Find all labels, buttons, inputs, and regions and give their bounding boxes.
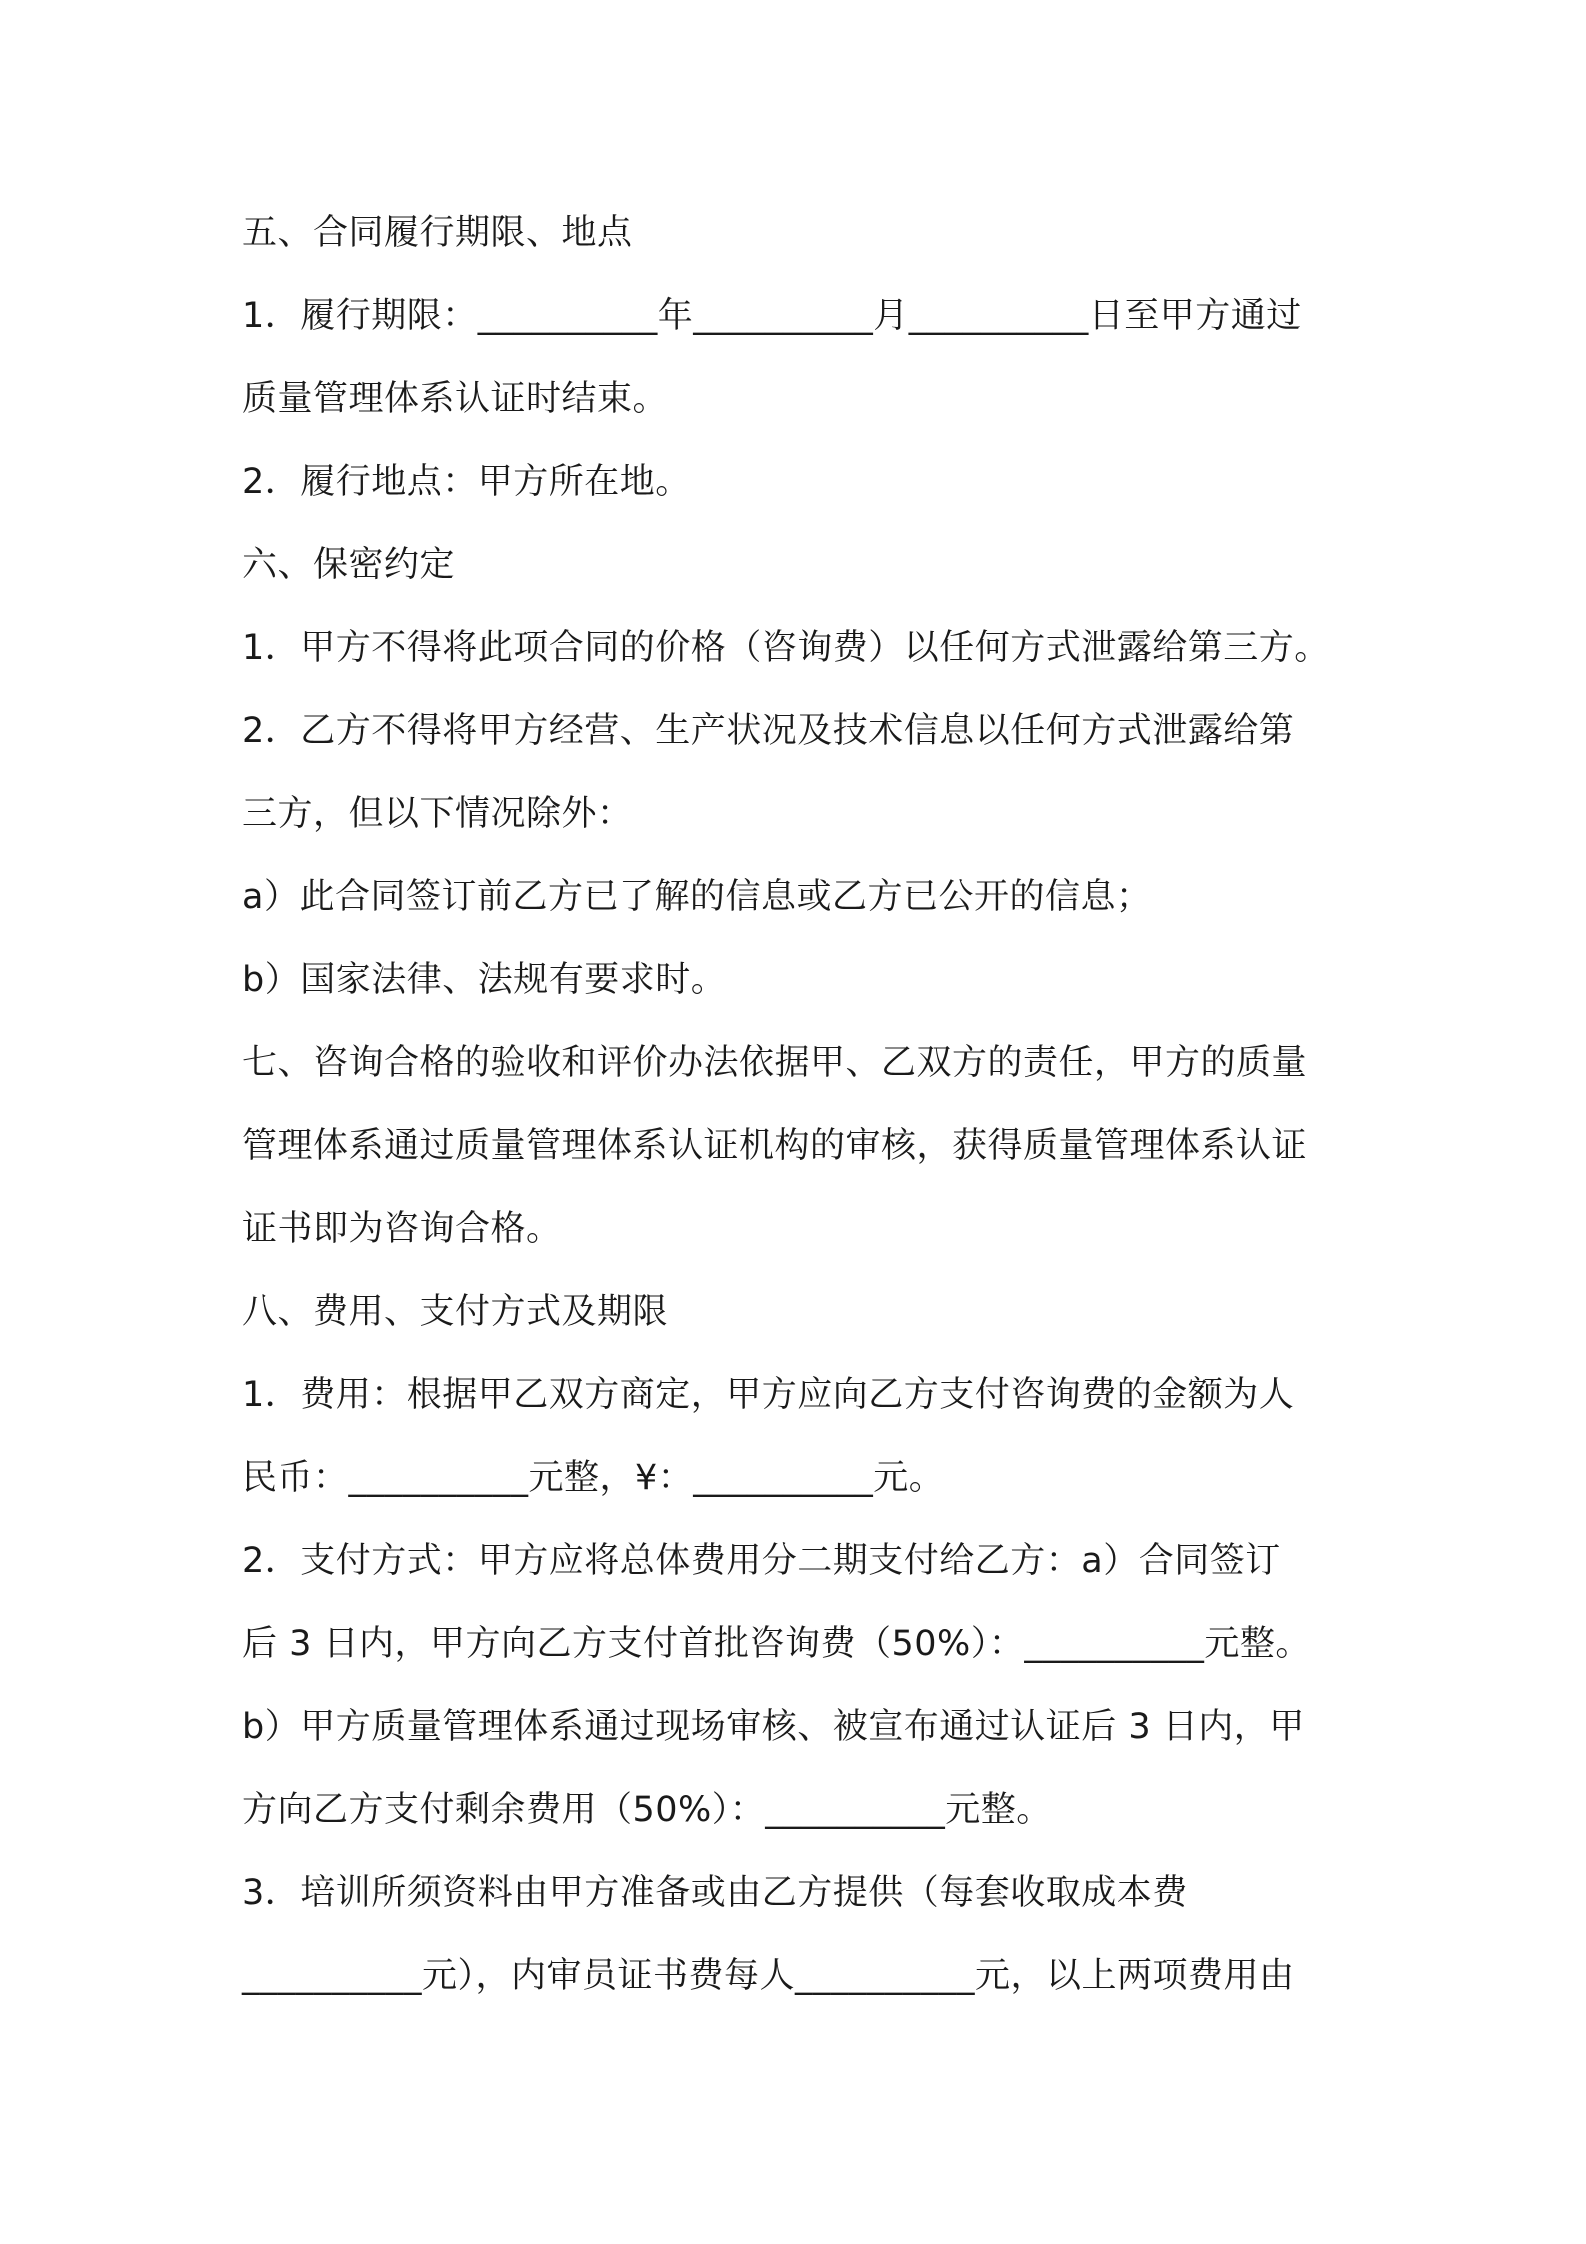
paragraph-line: 管理体系通过质量管理体系认证机构的审核，获得质量管理体系认证: [242, 1126, 1308, 1166]
paragraph-line: __________元），内审员证书费每人__________元，以上两项费用由: [242, 1956, 1295, 1996]
paragraph-line: 三方，但以下情况除外：: [242, 794, 633, 834]
paragraph-line: 1．履行期限：__________年__________月__________日至甲方通过: [242, 296, 1302, 336]
paragraph-line: 1．费用：根据甲乙双方商定，甲方应向乙方支付咨询费的金额为人: [242, 1375, 1295, 1415]
section-heading-8: 八、费用、支付方式及期限: [242, 1292, 669, 1332]
paragraph-line: 3．培训所须资料由甲方准备或由乙方提供（每套收取成本费: [242, 1873, 1188, 1913]
paragraph-line: 后 3 日内，甲方向乙方支付首批咨询费（50%）：__________元整。: [242, 1624, 1311, 1664]
paragraph-line: a）此合同签订前乙方已了解的信息或乙方已公开的信息；: [242, 877, 1152, 917]
paragraph-line: 2．乙方不得将甲方经营、生产状况及技术信息以任何方式泄露给第: [242, 711, 1295, 751]
paragraph-line: 方向乙方支付剩余费用（50%）：__________元整。: [242, 1790, 1052, 1830]
section-heading-6: 六、保密约定: [242, 545, 456, 585]
paragraph-line: 证书即为咨询合格。: [242, 1209, 562, 1249]
section-heading-7: 七、咨询合格的验收和评价办法依据甲、乙双方的责任，甲方的质量: [242, 1043, 1308, 1083]
paragraph-line: 质量管理体系认证时结束。: [242, 379, 669, 419]
paragraph-line: 1．甲方不得将此项合同的价格（咨询费）以任何方式泄露给第三方。: [242, 628, 1330, 668]
paragraph-line: 2．履行地点：甲方所在地。: [242, 462, 691, 502]
paragraph-line: b）甲方质量管理体系通过现场审核、被宣布通过认证后 3 日内，甲: [242, 1707, 1305, 1747]
paragraph-line: b）国家法律、法规有要求时。: [242, 960, 727, 1000]
section-heading-5: 五、合同履行期限、地点: [242, 213, 633, 253]
document-body: [242, 192, 1382, 2018]
paragraph-line: 民币：__________元整，¥：__________元。: [242, 1458, 945, 1498]
paragraph-line: 2．支付方式：甲方应将总体费用分二期支付给乙方：a）合同签订: [242, 1541, 1281, 1581]
